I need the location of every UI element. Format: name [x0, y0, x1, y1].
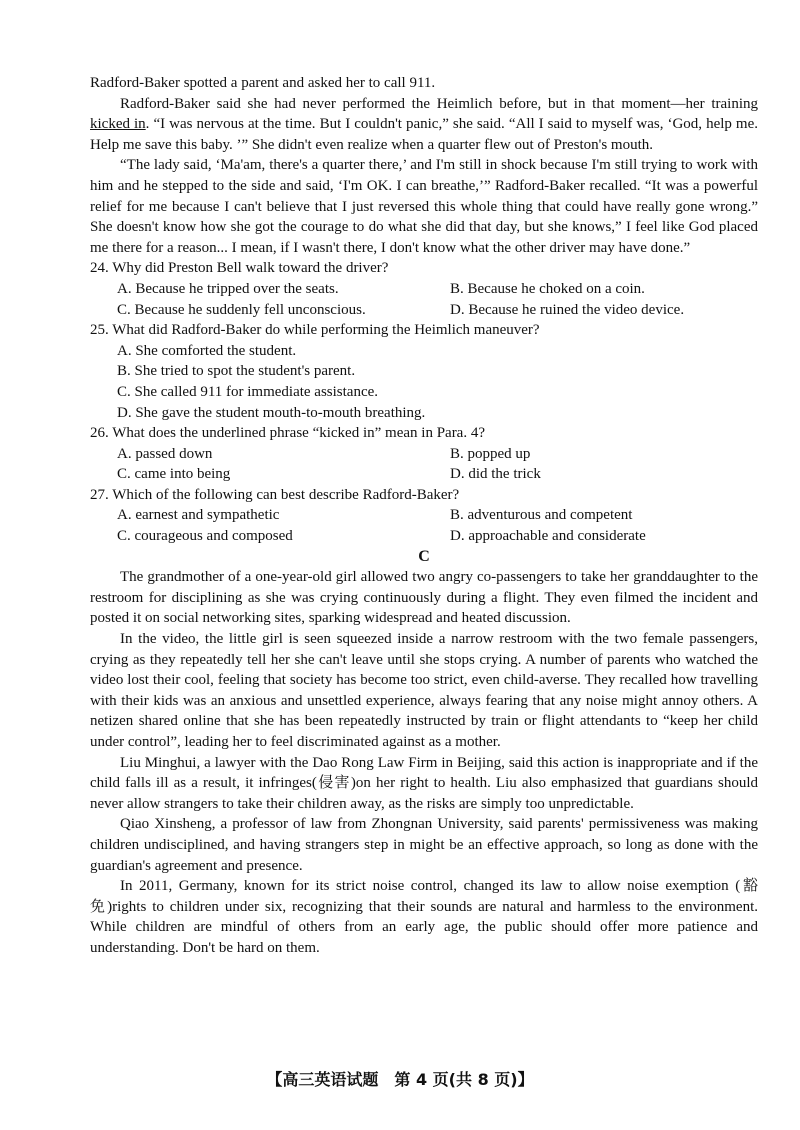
- option-a: A. passed down: [117, 445, 213, 462]
- passage-c-paragraph-5: In 2011, Germany, known for its strict noise control, changed its law to allow noise exemption (豁免)rights to children under six, recognizing that their sounds are natural and harmless to the environment. While children are mindful of others from an early age, the public should offer more patience and understanding. Don't be hard on them.: [90, 878, 758, 956]
- paragraph-2-text-after: . “I was nervous at the time. But I couldn't panic,” she said. “All I said to myself was, ‘God, help me. Help me save this baby. ’” She didn't even realize when a quarter flew out of Preston's mouth.: [90, 116, 758, 153]
- passage-b-paragraph-3: “The lady said, ‘Ma'am, there's a quarter there,’ and I'm still in shock because I'm still trying to work with him and he stepped to the side and said, ‘I'm OK. I can breathe,’” Radford-Baker recalled. “It was a powerful relief for me because I can't believe that I just reversed this whole thing that could have really gone wrong.” She doesn't know how she got the courage to do what she did that day, but she knows,” I feel like God placed me there for a reason... I mean, if I wasn't there, I don't know what the other driver may have done.”: [90, 157, 758, 256]
- question-stem: 25. What did Radford-Baker do while performing the Heimlich maneuver?: [90, 322, 540, 339]
- option-d: D. She gave the student mouth-to-mouth breathing.: [117, 404, 426, 421]
- option-a: A. earnest and sympathetic: [117, 507, 280, 524]
- underlined-phrase: kicked in: [90, 116, 146, 133]
- passage-c-paragraph-4: Qiao Xinsheng, a professor of law from Zhongnan University, said parents' permissiveness was making children undisciplined, and having strangers step in might be an effective approach, so long as done with the guardian's agreement and presence.: [90, 816, 758, 874]
- option-c: C. came into being: [117, 466, 231, 483]
- option-b: B. adventurous and competent: [450, 507, 633, 524]
- passage-c-paragraph-3: Liu Minghui, a lawyer with the Dao Rong Law Firm in Beijing, said this action is inappropriate and if the child falls ill as a result, it infringes(侵害)on her right to health. Liu also emphasized that guardians should never allow strangers to take their children away, as the risks are simply too unpredictable.: [90, 754, 758, 812]
- paragraph-2-text-before: Radford-Baker said she had never performed the Heimlich before, but in that moment—her training: [120, 95, 758, 112]
- passage-b-paragraph-2: [90, 94, 758, 156]
- exam-page: [90, 73, 758, 959]
- passage-c-paragraph-1: The grandmother of a one-year-old girl allowed two angry co-passengers to take her granddaughter to the restroom for disciplining as she was crying continuously during a flight. They even filmed the incident and posted it on social networking sites, sparking widespread and heated discussion.: [90, 569, 758, 627]
- option-a: A. She comforted the student.: [117, 342, 297, 359]
- option-d: D. did the trick: [450, 466, 541, 483]
- option-c: C. She called 911 for immediate assistance.: [117, 383, 379, 400]
- question-26: [90, 423, 758, 485]
- question-stem: 27. Which of the following can best describe Radford-Baker?: [90, 486, 460, 503]
- section-heading: C: [418, 547, 430, 565]
- option-c: C. courageous and composed: [117, 528, 293, 545]
- option-c: C. Because he suddenly fell unconscious.: [117, 301, 366, 318]
- option-b: B. popped up: [450, 445, 531, 462]
- option-d: D. Because he ruined the video device.: [450, 301, 685, 318]
- page-footer: 【高三英语试题 第 4 页(共 8 页)】: [266, 1070, 534, 1089]
- question-25: [90, 320, 758, 423]
- option-b: B. Because he choked on a coin.: [450, 280, 645, 297]
- option-b: B. She tried to spot the student's parent.: [117, 363, 356, 380]
- question-stem: 24. Why did Preston Bell walk toward the driver?: [90, 260, 389, 277]
- passage-c-paragraph-2: In the video, the little girl is seen squeezed inside a narrow restroom with the two female passengers, crying as they repeatedly tell her she can't leave until she stops crying. A number of parents who watched the video lost their cool, feeling that society has become too strict, even child-averse. They recalled how travelling with their kids was an anxious and unsettled experience, always fearing that any noise might annoy others. A netizen shared online that she has been repeatedly instructed by train or flight attendants to “keep her child under control”, leading her to feel discriminated against as a mother.: [90, 631, 758, 750]
- option-d: D. approachable and considerate: [450, 528, 646, 545]
- question-27: [90, 485, 758, 547]
- question-stem: 26. What does the underlined phrase “kicked in” mean in Para. 4?: [90, 425, 486, 442]
- option-a: A. Because he tripped over the seats.: [117, 280, 339, 297]
- question-24: [90, 258, 758, 320]
- passage-b-paragraph-1: Radford-Baker spotted a parent and asked her to call 911.: [90, 75, 436, 91]
